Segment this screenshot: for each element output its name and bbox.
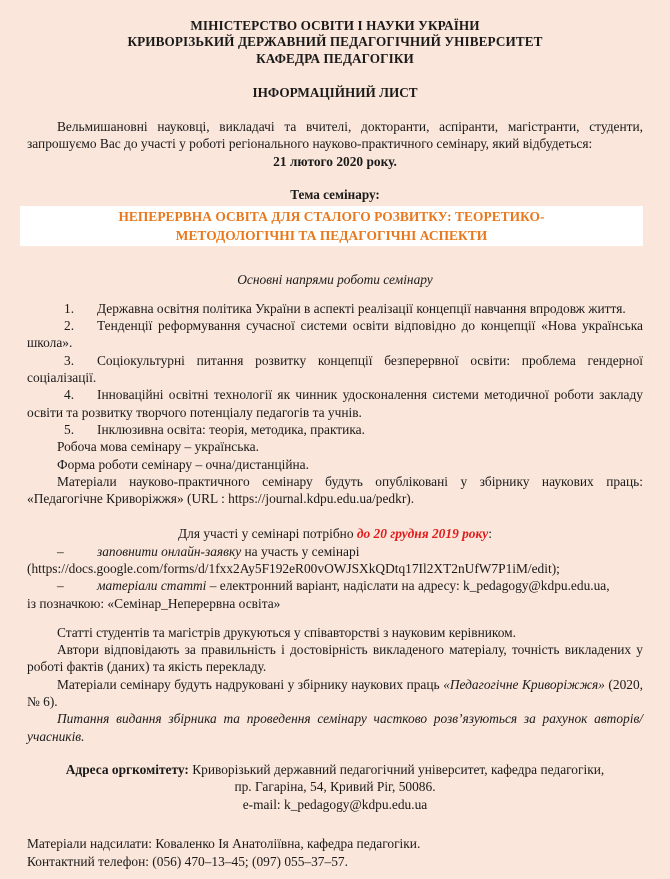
address-email[interactable]: e-mail: k_pedagogy@kdpu.edu.ua [242,796,428,812]
student-articles-note: Статті студентів та магістрів друкуються у співавторстві з науковим керівником. [57,624,517,640]
address-line-2: пр. Гагаріна, 54, Кривий Ріг, 50086. [234,779,436,795]
seminar-date: 21 лютого 2020 року. [273,153,397,169]
theme-label: Тема семінару: [290,186,380,202]
list-item [27,421,643,438]
participation-lead [27,525,643,542]
bullet-italic-text: заповнити онлайн-заявку [97,543,242,559]
theme-title-line-2: МЕТОДОЛОГІЧНІ ТА ПЕДАГОГІЧНІ АСПЕКТИ [175,228,488,243]
send-materials-line: Матеріали надсилати: Коваленко Ія Анатоліївна, кафедра педагогіки. [27,835,421,851]
document-type-title: ІНФОРМАЦІЙНИЙ ЛИСТ [252,85,418,101]
header-line-department: КАФЕДРА ПЕДАГОГІКИ [256,50,414,66]
list-item-number: 2. [64,318,75,334]
header-line-university: КРИВОРІЗЬКИЙ ДЕРЖАВНИЙ ПЕДАГОГІЧНИЙ УНІВЕРСИТЕТ [127,34,543,50]
directions-list [27,300,643,438]
funding-note: Питання видання збірника та проведення семінару частково розв’язуються за рахунок авторів/учасників. [27,711,643,744]
list-item-text: Інноваційні освітні технології як чинник удосконалення системи методичної роботи закладу освіти та розвитку творчого потенціалу педагогів та учнів. [27,387,643,420]
authors-responsibility-note: Автори відповідають за правильність і достовірність викладеного матеріалу, точність викладених у роботі фактів (даних) та якість перекладу. [27,642,643,675]
list-item [27,317,643,352]
organizing-committee-address [27,761,643,813]
list-item [27,300,643,317]
ministry-header [27,18,643,67]
list-item-text: Соціокультурні питання розвитку концепції безперервної освіти: проблема гендерної соціалізації. [27,352,643,386]
bullet-rest-text: – електронний варіант, надіслати на адресу: k_pedagogy@kdpu.edu.ua, [206,578,610,594]
list-item-number: 5. [64,421,75,437]
publication-paragraph: Матеріали науково-практичного семінару будуть опубліковані у збірнику наукових праць: «Педагогічне Криворіжжя» (URL : https://journal.kdpu.edu.ua/pedkr). [27,473,643,507]
bullet-italic-text: матеріали статті [97,578,207,594]
address-line-1-rest: Криворізький державний педагогічний університет, кафедра педагогіки, [188,761,605,777]
working-language-line: Робоча мова семінару – українська. [57,439,259,455]
proceedings-note [27,676,643,711]
list-item [27,352,643,387]
list-item-number: 1. [64,300,75,316]
header-line-ministry: МІНІСТЕРСТВО ОСВІТИ І НАУКИ УКРАЇНИ [190,18,480,33]
online-form-url[interactable]: (https://docs.google.com/forms/d/1fxx2Ay5F192eR00vOWJSXkQDtq17Il2XT2nUfW7P1iM/edit); [27,560,560,576]
section-gap [27,612,643,624]
participation-lead-before: Для участі у семінарі потрібно [178,526,357,542]
bullet-dash: – [57,543,64,559]
proceedings-note-after: (2020, № 6). [27,676,643,710]
list-item [27,386,643,421]
seminar-format-line: Форма роботи семінару – очна/дистанційна. [57,456,309,472]
list-item-text: Інклюзивна освіта: теорія, методика, практика. [97,421,365,437]
footer-contacts [27,835,643,871]
participation-bullet [27,577,643,594]
list-item-text: Державна освітня політика України в аспекті реалізації концепції навчання впродовж життя. [97,300,626,316]
participation-deadline: до 20 грудня 2019 року [356,526,489,542]
list-item-number: 3. [64,352,75,368]
bullet-rest-text: на участь у семінарі [241,543,360,559]
intro-paragraph: Вельмишановні науковці, викладачі та вчителі, докторанти, аспіранти, магістранти, студенти, запрошуємо Вас до участі у роботі регіонального науково-практичного семінару, який відбудеться: [27,119,643,152]
participation-lead-after: : [488,526,492,542]
address-line-1 [27,761,643,778]
address-label: Адреса оргкомітету: [65,761,189,777]
contact-phone-line: Контактний телефон: (056) 470–13–45; (097) 055–37–57. [27,853,348,869]
directions-heading: Основні напрями роботи семінару [237,271,433,287]
theme-highlight-band [20,206,643,246]
participation-bullet [27,543,643,560]
submission-mark-note: із позначкою: «Семінар_Неперервна освіта» [27,595,281,611]
list-item-number: 4. [64,387,75,403]
top-spacer [27,0,643,18]
proceedings-journal-name: «Педагогічне Криворіжжя» [443,676,605,692]
bullet-dash: – [57,578,64,594]
list-item-text: Тенденції реформування сучасної системи освіти відповідно до концепції «Нова українська школа». [27,318,643,351]
proceedings-note-before: Матеріали семінару будуть надруковані у збірнику наукових праць [57,676,444,692]
theme-title [20,206,643,245]
theme-title-line-1: НЕПЕРЕРВНА ОСВІТА ДЛЯ СТАЛОГО РОЗВИТКУ: ТЕОРЕТИКО- [118,209,545,224]
